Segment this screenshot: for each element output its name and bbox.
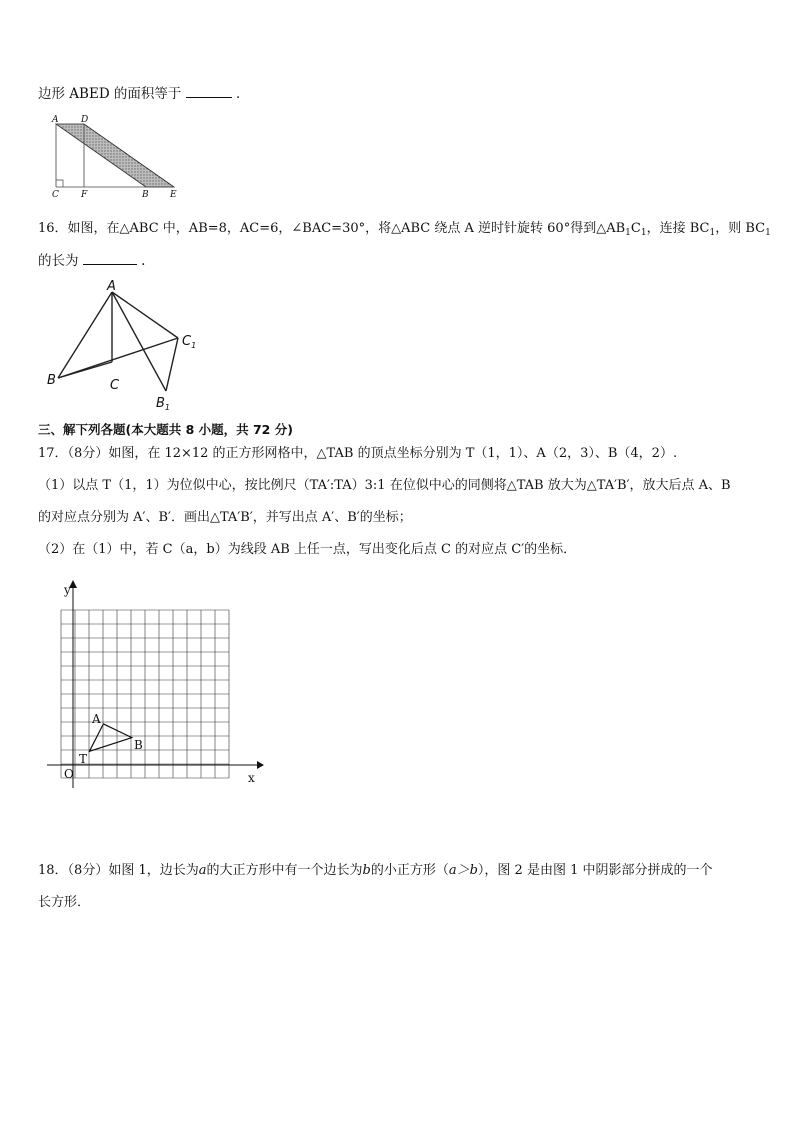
q16-sub3: 1: [709, 228, 716, 238]
q18-line2: 长方形．: [38, 895, 91, 910]
q16-line-BC1: [58, 338, 178, 378]
q15-figure: [44, 114, 194, 200]
section3-heading: 三、解下列各题(本大题共 8 小题，共 72 分): [38, 422, 293, 437]
q16-text-mid3: ，则 BC: [715, 221, 766, 236]
q16-text-mid1: C: [630, 221, 641, 236]
q16-line2-suffix: .: [141, 253, 146, 269]
q15-line: [38, 83, 250, 103]
q15-line-prefix: 边形 ABED 的面积等于: [38, 86, 182, 102]
q18-line1-b: 的大正方形中有一个边长为: [206, 863, 363, 878]
q15-label-B: B: [142, 190, 149, 200]
q17-label-B: B: [134, 738, 143, 752]
q15-line-suffix: ．: [236, 86, 250, 102]
q16-label-C1-main: C: [182, 334, 192, 349]
q16-label-B1: [156, 396, 170, 412]
q17-x-arrow: [257, 761, 264, 769]
q17-grid-figure: [44, 578, 284, 793]
q16-label-B1-main: B: [156, 396, 165, 411]
q17-label-y: y: [64, 583, 71, 597]
q15-label-E: E: [170, 190, 177, 200]
q16-line-B1C1: [166, 338, 178, 391]
q17-label-x: x: [248, 771, 255, 785]
q18-line1: [38, 862, 713, 880]
q16-figure: [44, 280, 224, 410]
q17-label-T: T: [79, 752, 88, 766]
q16-sub2: 1: [640, 228, 647, 238]
q18-condition: a＞b: [448, 863, 478, 878]
q18-line1-d: ），图 2 是由图 1 中阴影部分拼成的一个: [477, 863, 713, 878]
q17-label-A: A: [92, 712, 101, 726]
q16-answer-blank[interactable]: [83, 250, 137, 265]
q17-line4: （2）在（1）中，若 C（a，b）为线段 AB 上任一点，写出变化后点 C 的对应点 C′的坐标．: [38, 542, 577, 557]
q16-sub1: 1: [625, 228, 631, 238]
q15-label-D: D: [81, 115, 89, 125]
q18-var-b: b: [362, 863, 371, 878]
q16-label-C: C: [110, 378, 120, 393]
q16-text-prefix: 16．如图，在△ABC 中，AB=8，AC=6，∠BAC=30°，将△ABC 绕点 A 逆时针旋转 60°得到△AB: [38, 221, 626, 236]
q16-line-AC1: [112, 292, 178, 338]
q16-label-B: B: [47, 373, 56, 388]
q16-label-C1-sub: 1: [191, 341, 197, 350]
q15-answer-blank[interactable]: [186, 83, 232, 98]
q16-line-AB1: [112, 292, 166, 391]
q16-label-B1-sub: 1: [164, 403, 171, 412]
q16-line2-prefix: 的长为: [38, 253, 79, 269]
q18-var-a: a: [198, 863, 207, 878]
q16-label-C1: [182, 334, 196, 350]
q17-line3: 的对应点分别为 A′、B′．画出△TA′B′，并写出点 A′、B′的坐标；: [38, 510, 412, 525]
q17-line1: 17．（8分）如图，在 12×12 的正方形网格中，△TAB 的顶点坐标分别为 T（1，1）、A（2，3）、B（4，2）.: [38, 446, 678, 461]
q18-line1-c: 的小正方形（: [370, 863, 449, 878]
q16-line1: [38, 220, 771, 242]
q17-line2: （1）以点 T（1，1）为位似中心，按比例尺（TA′:TA）3:1 在位似中心的同侧将△TAB 放大为△TA′B′，放大后点 A、B: [38, 478, 731, 493]
q15-label-C: C: [52, 190, 59, 200]
q18-line1-a: 18．（8分）如图 1，边长为: [38, 863, 199, 878]
q16-line2: [38, 250, 145, 270]
q15-line-AB: [56, 124, 146, 187]
q16-label-A: A: [107, 279, 116, 294]
q17-label-O: O: [64, 767, 74, 781]
q15-right-angle-mark: [56, 180, 63, 187]
q17-triangle-TAB: [89, 724, 131, 751]
q15-shaded-parallelogram: [56, 124, 174, 187]
q16-sub4: 1: [765, 228, 771, 238]
q16-text-mid2: ，连接 BC: [646, 221, 710, 236]
q15-label-A: A: [52, 115, 59, 125]
q15-label-F: F: [81, 190, 88, 200]
